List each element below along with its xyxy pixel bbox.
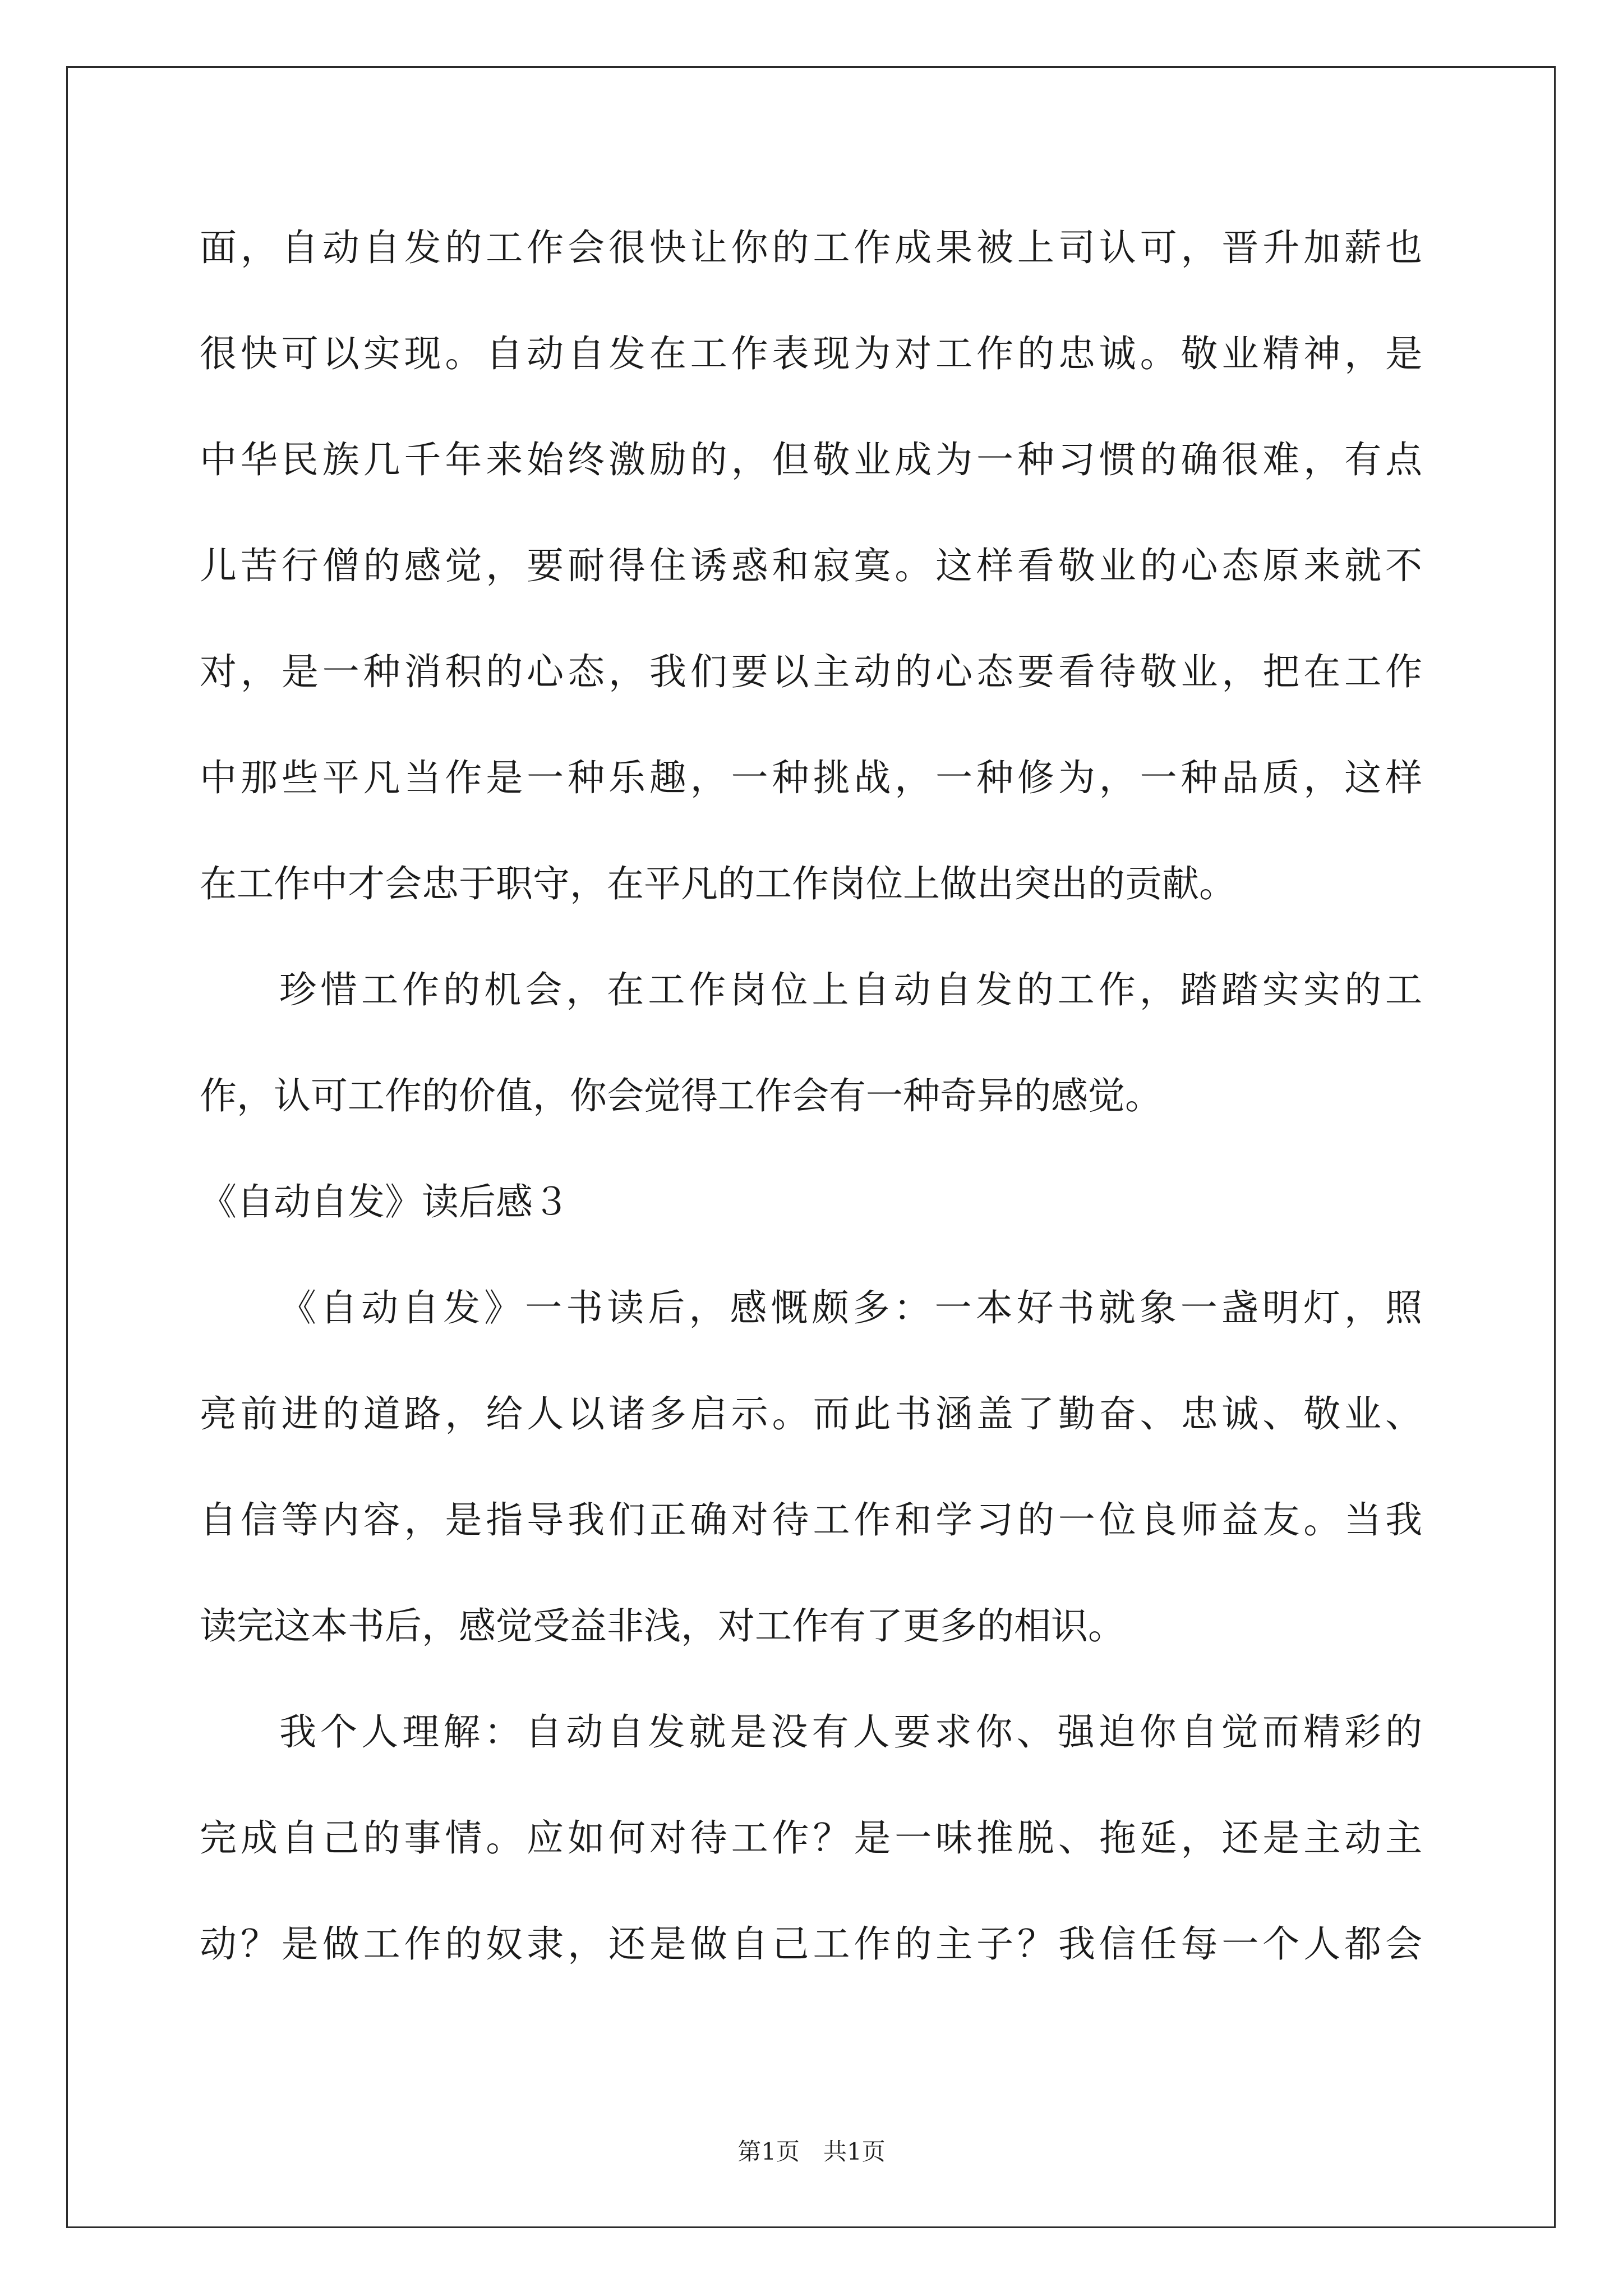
text-line: 读完这本书后，感觉受益非浅，对工作有了更多的相识。	[200, 1604, 1125, 1648]
text-line: 儿苦行僧的感觉，要耐得住诱惑和寂寞。这样看敬业的心态原来就不	[200, 544, 1422, 587]
section-heading: 《自动自发》读后感３	[200, 1180, 570, 1223]
text-line: 作，认可工作的价值，你会觉得工作会有一种奇异的感觉。	[200, 1074, 1162, 1117]
text-line: 中那些平凡当作是一种乐趣，一种挑战，一种修为，一种品质，这样	[200, 756, 1422, 799]
text-line: 对，是一种消积的心态，我们要以主动的心态要看待敬业，把在工作	[200, 650, 1422, 693]
text-line: 珍惜工作的机会，在工作岗位上自动自发的工作，踏踏实实的工	[279, 968, 1422, 1011]
text-line: 我个人理解：自动自发就是没有人要求你、强迫你自觉而精彩的	[279, 1710, 1422, 1754]
text-line: 《自动自发》一书读后，感慨颇多：一本好书就象一盏明灯，照	[279, 1286, 1422, 1329]
text-line: 完成自己的事情。应如何对待工作？是一味推脱、拖延，还是主动主	[200, 1816, 1422, 1860]
text-line: 自信等内容，是指导我们正确对待工作和学习的一位良师益友。当我	[200, 1498, 1422, 1542]
paragraph-1	[200, 222, 1422, 910]
text-line: 亮前进的道路，给人以诸多启示。而此书涵盖了勤奋、忠诚、敬业、	[200, 1392, 1422, 1435]
text-line: 面，自动自发的工作会很快让你的工作成果被上司认可，晋升加薪也	[200, 226, 1422, 269]
text-line: 动？是做工作的奴隶，还是做自己工作的主子？我信任每一个人都会	[200, 1922, 1422, 1966]
paragraph-4	[200, 1706, 1422, 1971]
paragraph-3	[200, 1282, 1422, 1653]
paragraph-2	[200, 964, 1422, 1122]
document-body	[200, 222, 1422, 2024]
page-number-footer: 第1页 共1页	[737, 2138, 886, 2165]
text-line: 在工作中才会忠于职守，在平凡的工作岗位上做出突出的贡献。	[200, 862, 1236, 905]
text-line: 很快可以实现。自动自发在工作表现为对工作的忠诚。敬业精神，是	[200, 332, 1422, 375]
text-line: 中华民族几千年来始终激励的，但敬业成为一种习惯的确很难，有点	[200, 438, 1422, 481]
